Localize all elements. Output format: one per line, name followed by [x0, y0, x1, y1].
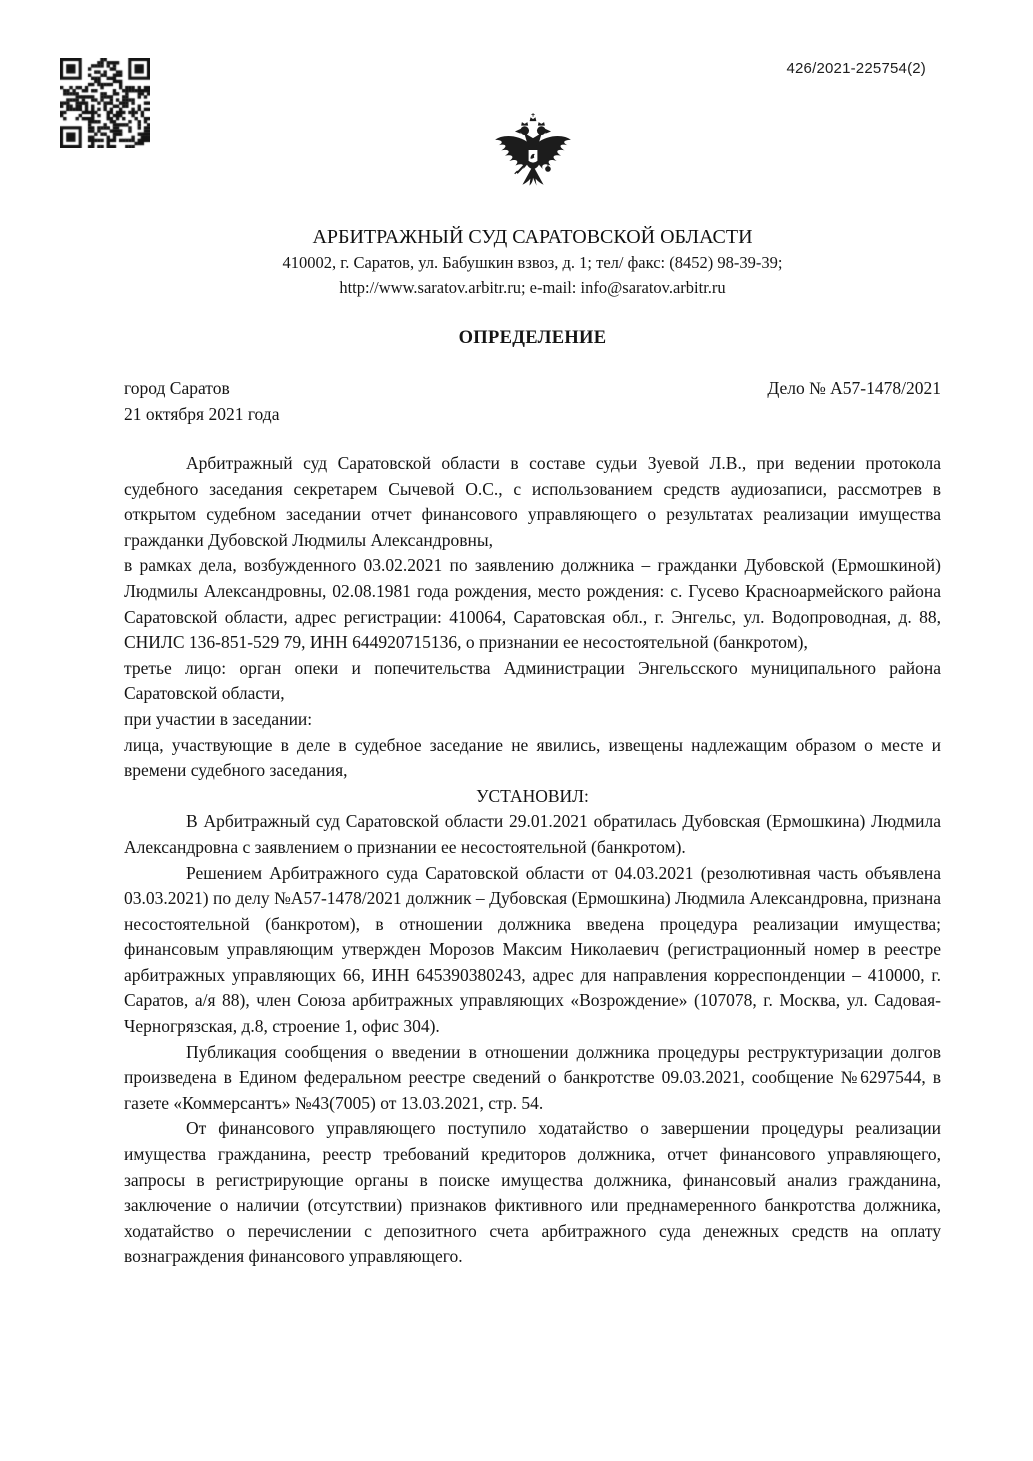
document-paragraph: в рамках дела, возбужденного 03.02.2021 по заявлению должника – гражданки Дубовской (Ермошкиной) Людмилы Александровны, 02.08.1981 года рождения, место рождения: с. Гусево Красноармейского района Саратовской области, адрес регистрации: 410064, Саратовская обл., г. Энгельс, ул. Водопроводная, д. 88, СНИЛС 136-851-529 79, ИНН 644920715136, о признании ее несостоятельной (банкротом), [124, 555, 941, 653]
court-address: 410002, г. Саратов, ул. Бабушкин взвоз, д. 1; тел/ факс: (8452) 98-39-39; [282, 253, 783, 272]
coat-of-arms-icon [489, 112, 577, 201]
document-body [124, 451, 941, 1270]
court-header [124, 0, 941, 300]
document-paragraph: лица, участвующие в деле в судебное заседание не явились, извещены надлежащим образом о месте и времени судебного заседания, [124, 734, 941, 781]
document-paragraph: В Арбитражный суд Саратовской области 29.01.2021 обратилась Дубовская (Ермошкина) Людмила Александровна с заявлением о признании ее несостоятельной (банкротом). [124, 811, 941, 857]
document-paragraph: Арбитражный суд Саратовской области в составе судьи Зуевой Л.В., при ведении протокола судебного заседания секретарем Сычевой О.С., с использованием средств аудиозаписи, рассмотрев в открытом судебном заседании отчет финансового управляющего о результатах реализации имущества гражданки Дубовской Людмилы Александровны, [124, 453, 941, 550]
city-label: город Саратов [124, 378, 230, 398]
document-paragraph: От финансового управляющего поступило ходатайство о завершении процедуры реализации имущества гражданина, реестр требований кредиторов должника, отчет финансового управляющего, запросы в регистрирующие органы в поиске имущества должника, финансовый анализ гражданина, заключение о наличии (отсутствии) признаков фиктивного или преднамеренного банкротства должника, ходатайство о перечислении с депозитного счета арбитражного суда денежных средств на оплату вознаграждения финансового управляющего. [124, 1118, 941, 1267]
qr-code [60, 58, 150, 148]
document-paragraph: Публикация сообщения о введении в отношении должника процедуры реструктуризации долгов произведена в Едином федеральном реестре сведений о банкротстве 09.03.2021, сообщение №6297544, в газете «Коммерсантъ» №43(7005) от 13.03.2021, стр. 54. [124, 1041, 941, 1113]
document-registration-number: 426/2021-225754(2) [786, 60, 926, 77]
document-title: ОПРЕДЕЛЕНИЕ [458, 328, 607, 348]
court-name: АРБИТРАЖНЫЙ СУД САРАТОВСКОЙ ОБЛАСТИ [312, 226, 753, 248]
document-paragraph: при участии в заседании: [124, 708, 313, 729]
case-meta-row [124, 375, 941, 401]
court-contacts: http://www.saratov.arbitr.ru; e-mail: info@saratov.arbitr.ru [339, 278, 726, 297]
document-content [124, 0, 941, 1270]
document-paragraph: Решением Арбитражного суда Саратовской области от 04.03.2021 (резолютивная часть объявлена 03.03.2021) по делу №А57-1478/2021 должник – Дубовская (Ермошкина) Людмила Александровна, признана несостоятельной (банкротом), в отношении должника введена процедура реализации имущества; финансовым управляющим утвержден Морозов Максим Николаевич (регистрационный номер в реестре арбитражных управляющих 66, ИНН 645390380243, адрес для направления корреспонденции – 410000, г. Саратов, а/я 88), член Союза арбитражных управляющих «Возрождение» (107078, г. Москва, ул. Садовая-Черногрязская, д.8, строение 1, офис 304). [124, 862, 941, 1037]
document-paragraph: УСТАНОВИЛ: [476, 785, 589, 806]
case-number: Дело № А57-1478/2021 [767, 378, 941, 398]
document-paragraph: третье лицо: орган опеки и попечительства Администрации Энгельсского муниципального района Саратовской области, [124, 657, 941, 704]
document-date: 21 октября 2021 года [124, 404, 280, 424]
